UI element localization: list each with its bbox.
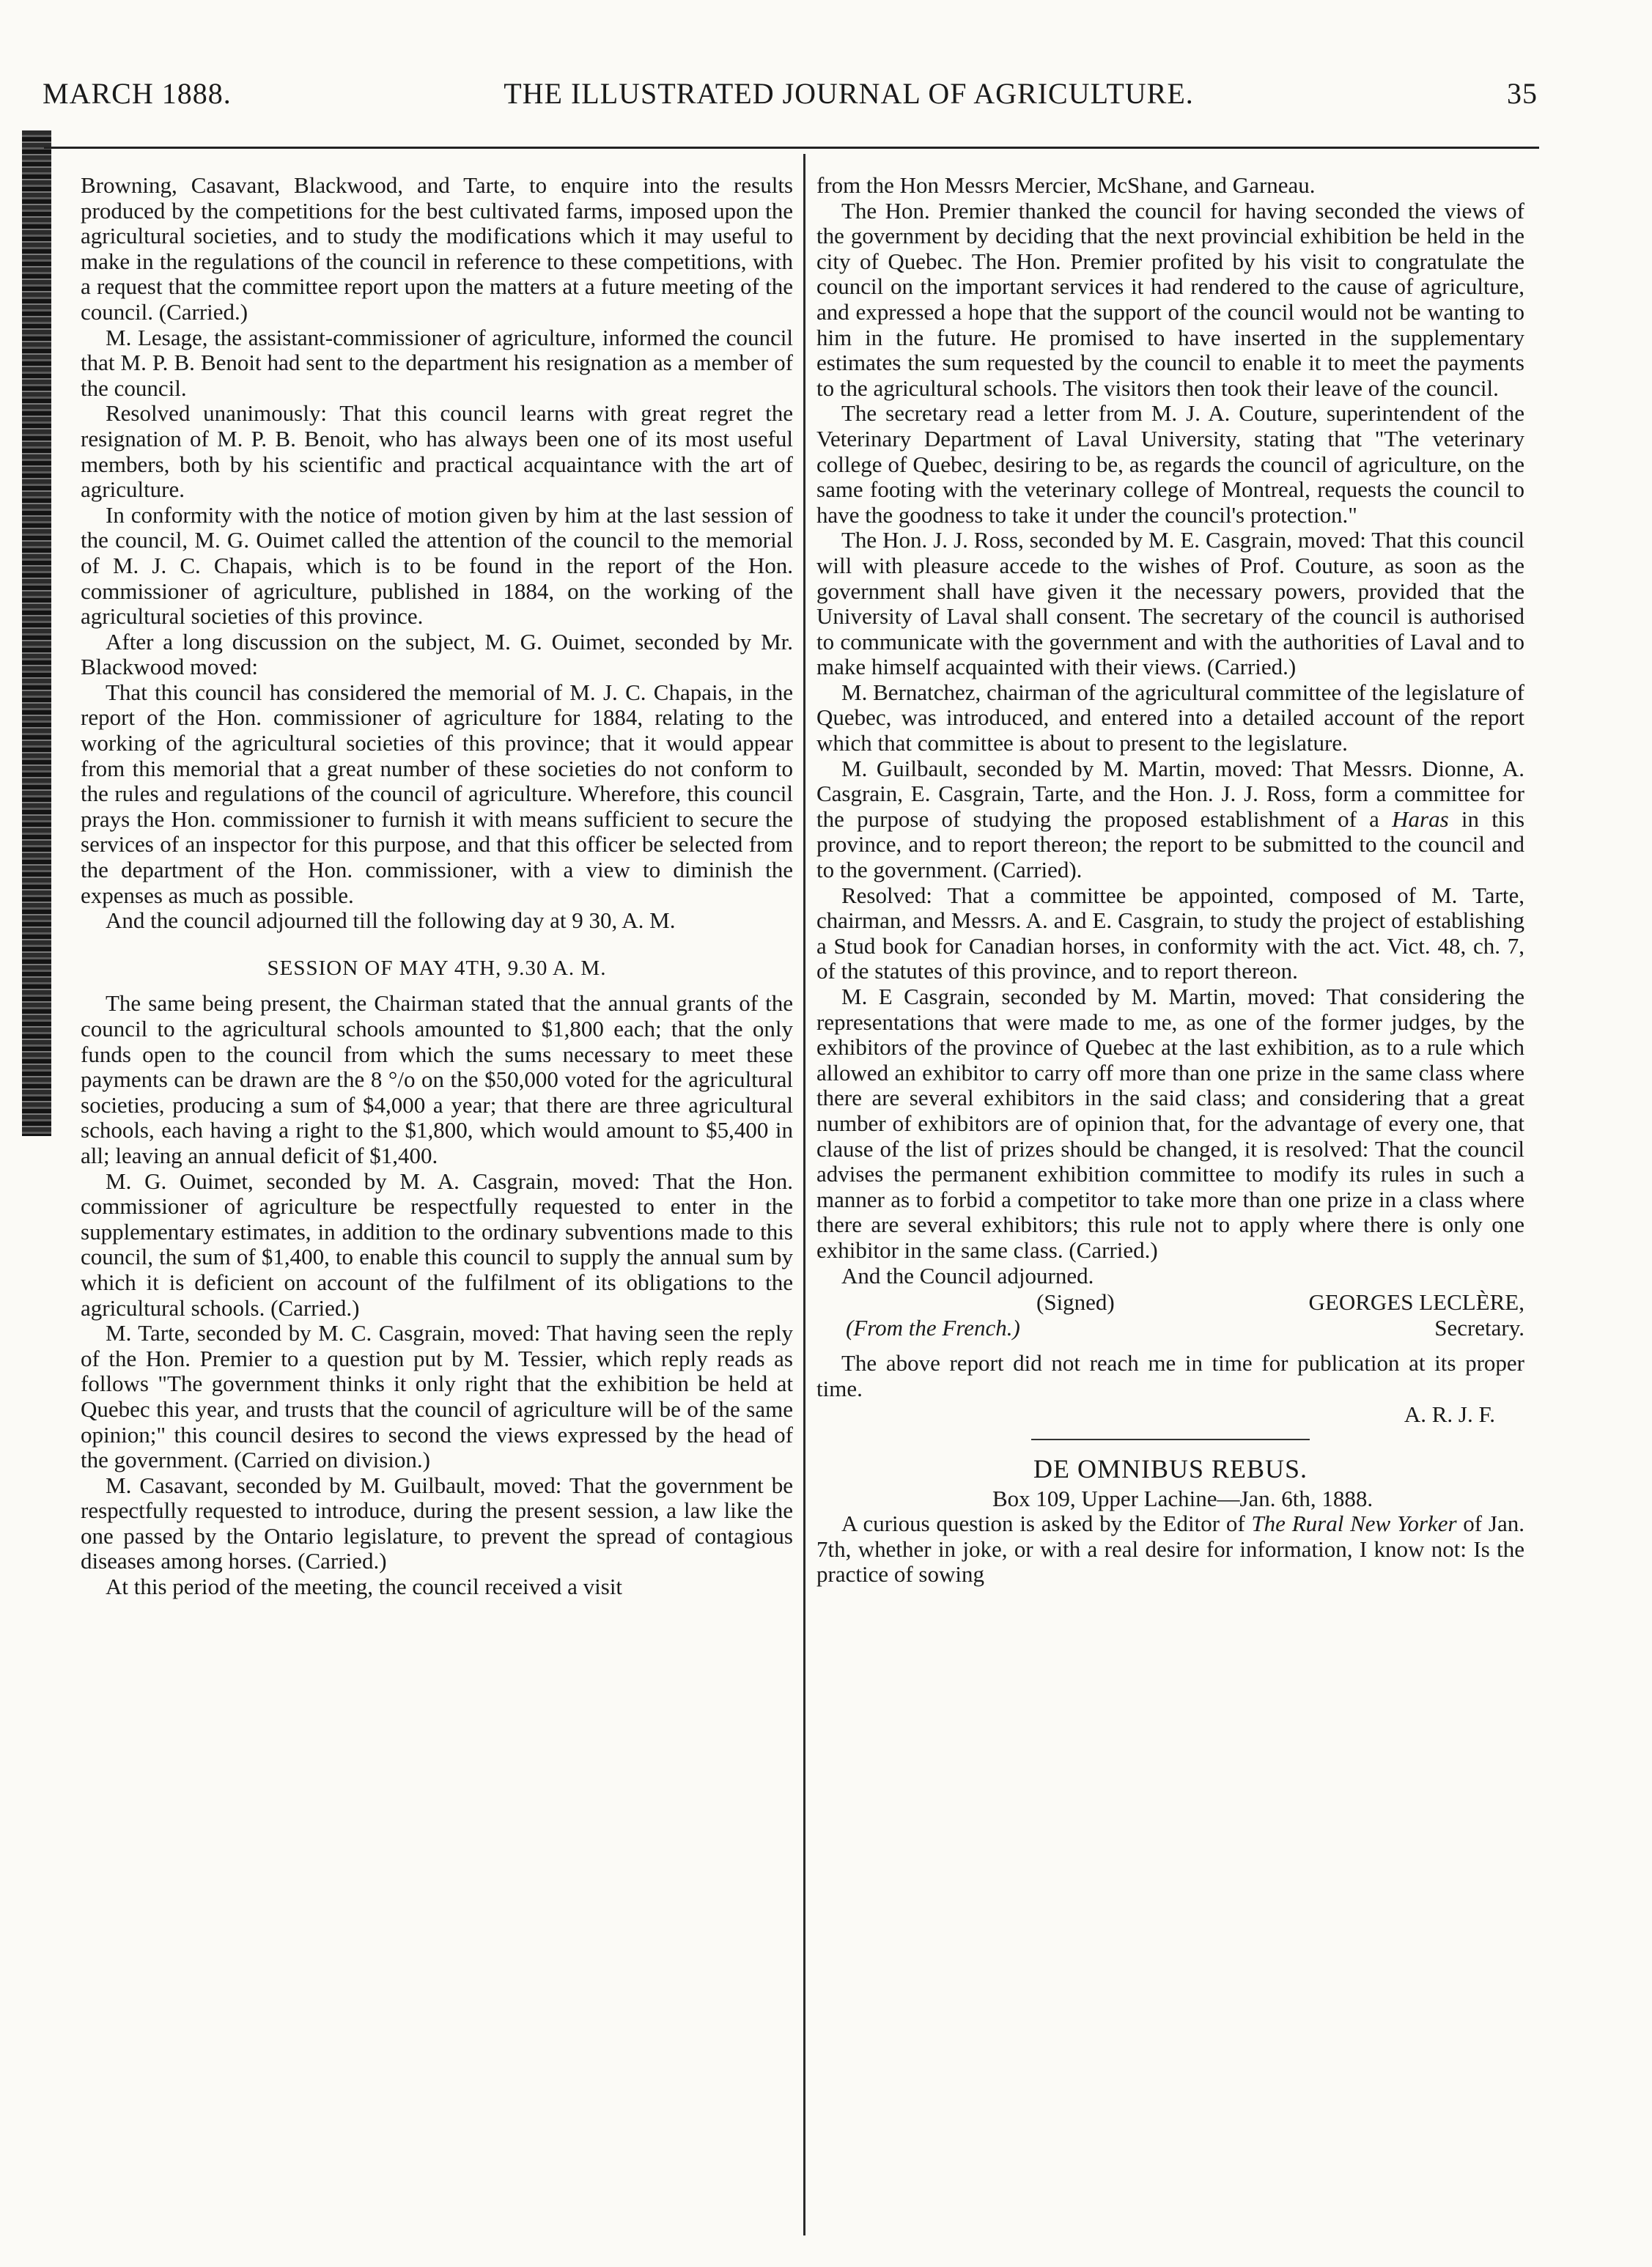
italic-term: Haras <box>1392 806 1449 832</box>
paragraph: M. G. Ouimet, seconded by M. A. Casgrain, moved: That the Hon. commissioner of agriculture be respectfully requested to enter in the supplementary estimates, in addition to the ordinary subventions made to this council, the sum of $1,400, to enable this council to supply the annual sum by which it is deficient on account of the fulfilment of its obligations to the agricultural schools. (Carried.) <box>81 1168 793 1321</box>
header-rule <box>44 147 1539 149</box>
paragraph: Browning, Casavant, Blackwood, and Tarte, to enquire into the results produced by the competitions for the best cultivated farms, imposed upon the agricultural societies, and to study the modifications which it may useful to make in the regulations of the council in reference to these competitions, with a request that the committee report upon the matters at a future meeting of the council. (Carried.) <box>81 172 793 325</box>
paragraph: After a long discussion on the subject, M. G. Ouimet, seconded by Mr. Blackwood moved: <box>81 628 793 680</box>
paragraph: And the council adjourned till the following day at 9 30, A. M. <box>106 907 676 934</box>
text-run: M. Guilbault, seconded by M. Martin, moved: That Messrs. Dionne, A. Casgrain, E. Casgrain, Tarte, and the Hon. J. J. Ross, form a committee for the purpose of studying the proposed establishment of a <box>816 755 1524 832</box>
paragraph <box>816 756 1524 883</box>
publication-name: The Rural New Yorker <box>1251 1511 1457 1537</box>
column-divider <box>803 154 805 2235</box>
paragraph: Resolved unanimously: That this council learns with great regret the resignation of M. P. B. Benoit, who has always been one of its most useful members, both by his scientific and practical acquaintance with the art of agriculture. <box>81 400 793 503</box>
paragraph: The Hon. Premier thanked the council for having seconded the views of the government by deciding that the next provincial exhibition be held in the city of Quebec. The Hon. Premier profited by his visit to congratulate the council on the important services it had rendered to the cause of agriculture, and expressed a hope that the support of the council would not be wanting to him in the future. He promised to have inserted in the supplementary estimates the sum requested by the council to enable it to meet the payments to the agricultural schools. The visitors then took their leave of the council. <box>816 197 1524 401</box>
right-column <box>816 173 1524 1588</box>
paragraph: At this period of the meeting, the council received a visit <box>106 1574 623 1600</box>
signature-row <box>816 1290 1524 1316</box>
paragraph: Resolved: That a committee be appointed, composed of M. Tarte, chairman, and Messrs. A. and E. Casgrain, to study the project of establishing a Stud book for Canadian horses, in conformity with the act. Vict. 48, ch. 7, of the statutes of this province, and to report thereon. <box>816 882 1524 984</box>
editor-note: The above report did not reach me in time for publication at its proper time. <box>816 1350 1524 1401</box>
running-header <box>43 76 1538 120</box>
paragraph <box>816 1511 1524 1588</box>
paragraph: from the Hon Messrs Mercier, McShane, and Garneau. <box>816 172 1316 198</box>
editor-initials: A. R. J. F. <box>1404 1401 1495 1427</box>
left-column <box>81 173 793 1600</box>
section-title: DE OMNIBUS REBUS. <box>1033 1454 1308 1484</box>
page-number: 35 <box>1507 77 1538 110</box>
journal-title: THE ILLUSTRATED JOURNAL OF AGRICULTURE. <box>504 77 1194 110</box>
session-heading: SESSION OF MAY 4TH, 9.30 A. M. <box>267 956 607 980</box>
translation-note: (From the French.) <box>846 1314 1020 1341</box>
editor-note-signature <box>816 1402 1524 1428</box>
text-run: in this province, and to report thereon; the report to be submitted to the council and to the government. (Carried). <box>816 806 1525 883</box>
text-run: of Jan. 7th, whether in joke, or with a real desire for information, I know not: Is the practice of sowing <box>816 1511 1524 1588</box>
section-separator <box>1031 1439 1310 1440</box>
signatory-name: GEORGES LECLÈRE, <box>1308 1289 1524 1316</box>
paragraph: M. E Casgrain, seconded by M. Martin, moved: That considering the representations that were made to me, as one of the former judges, by the exhibitors of the province of Quebec at the last exhibition, as to a rule which allowed an exhibitor to carry off more than one prize in the same class where there are several exhibitors in the said class; and considering that a great number of exhibitors are of opinion that, for the advantage of every one, that clause of the list of prizes should be changed, it is resolved: That the council advises the permanent exhibition committee to modify its rules in such a manner as to forbid a competitor to take more than one prize in a class where there are several exhibitors; this rule not to apply where there is only one exhibitor in the same class. (Carried.) <box>816 984 1524 1263</box>
binding-edge-strip <box>22 130 51 1136</box>
text-run: A curious question is asked by the Editor of <box>841 1511 1252 1537</box>
signed-label: (Signed) <box>1036 1289 1115 1316</box>
paragraph: M. Casavant, seconded by M. Guilbault, moved: That the government be respectfully requested to introduce, during the present session, a law like the one passed by the Ontario legislature, to prevent the spread of contagious diseases among horses. (Carried.) <box>81 1472 793 1574</box>
paragraph: The same being present, the Chairman stated that the annual grants of the council to the agricultural schools amounted to $1,800 each; that the only funds open to the council from which the sums necessary to meet these payments can be drawn are the 8 °/o on the $50,000 voted for the agricultural societies, producing a sum of $4,000 a year; that there are three agricultural schools, each having a right to the $1,800, which would amount to $5,400 in all; leaving an annual deficit of $1,400. <box>81 990 793 1168</box>
paragraph: M. Tarte, seconded by M. C. Casgrain, moved: That having seen the reply of the Hon. Premier to a question put by M. Tessier, which reply reads as follows "The government thinks it only right that the exhibition be held at Quebec this year, and trusts that the council of agriculture will be of the same opinion;" this council desires to second the views expressed by the head of the government. (Carried on division.) <box>81 1320 793 1473</box>
paragraph: That this council has considered the memorial of M. J. C. Chapais, in the report of the Hon. commissioner of agriculture for 1884, relating to the working of the agricultural societies of this province; that it would appear from this memorial that a great number of these societies do not conform to the rules and regulations of the council of agriculture. Wherefore, this council prays the Hon. commissioner to furnish it with means sufficient to secure the services of an inspector for this purpose, and that this officer be selected from the department of the Hon. commissioner, with a view to diminish the expenses as much as possible. <box>81 679 793 908</box>
paragraph: The secretary read a letter from M. J. A. Couture, superintendent of the Veterinary Department of Laval University, stating that "The veterinary college of Quebec, desiring to be, as regards the council of agriculture, on the same footing with the veterinary college of Montreal, requests the council to have the goodness to take it under the council's protection." <box>816 400 1524 528</box>
dateline: Box 109, Upper Lachine—Jan. 6th, 1888. <box>992 1485 1373 1511</box>
paragraph: M. Lesage, the assistant-commissioner of agriculture, informed the council that M. P. B. Benoit had sent to the department his resignation as a member of the council. <box>81 324 793 401</box>
paragraph: M. Bernatchez, chairman of the agricultural committee of the legislature of Quebec, was introduced, and entered into a detailed account of the report which that committee is about to present to the legislature. <box>816 679 1524 756</box>
header-date: MARCH 1888. <box>43 77 232 110</box>
secretary-title: Secretary. <box>1434 1314 1524 1341</box>
paragraph: And the Council adjourned. <box>841 1262 1094 1289</box>
paragraph: In conformity with the notice of motion given by him at the last session of the council, M. G. Ouimet called the attention of the council to the memorial of M. J. C. Chapais, which is to be found in the report of the Hon. commissioner of agriculture, published in 1884, on the working of the agricultural societies of this province. <box>81 501 793 630</box>
translation-row <box>816 1316 1524 1341</box>
paragraph: The Hon. J. J. Ross, seconded by M. E. Casgrain, moved: That this council will with pleasure accede to the wishes of Prof. Couture, as soon as the government shall have given it the necessary powers, provided that the University of Laval shall consent. The secretary of the council is authorised to communicate with the government and with the authorities of Laval and to make himself acquainted with their views. (Carried.) <box>816 527 1524 680</box>
